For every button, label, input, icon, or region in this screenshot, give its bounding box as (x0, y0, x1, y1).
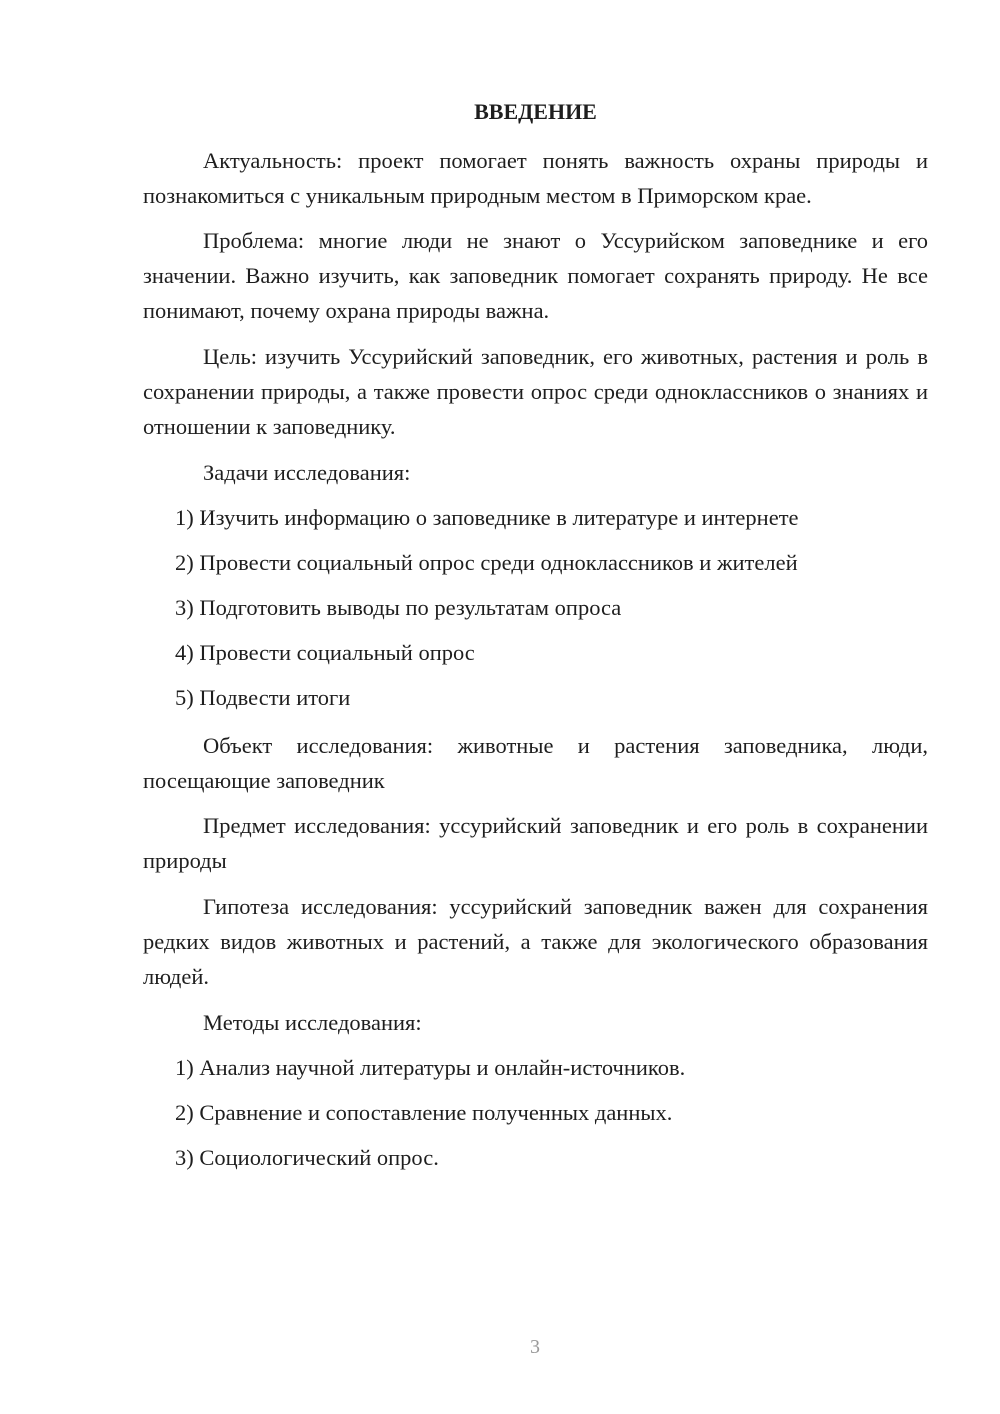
task-item: 2) Провести социальный опрос среди одноклассников и жителей (175, 550, 798, 575)
tasks-heading: Задачи исследования: (203, 460, 411, 485)
methods-heading: Методы исследования: (203, 1010, 422, 1035)
hypothesis-paragraph: Гипотеза исследования: уссурийский заповедник важен для сохранения редких видов животных и растений, а также для экологического образования людей. (143, 894, 928, 989)
relevance-paragraph: Актуальность: проект помогает понять важность охраны природы и познакомиться с уникальным природным местом в Приморском крае. (143, 148, 928, 208)
problem-paragraph: Проблема: многие люди не знают о Уссурийском заповеднике и его значении. Важно изучить, как заповедник помогает сохранять природу. Не все понимают, почему охрана природы важна. (143, 228, 928, 323)
method-item: 1) Анализ научной литературы и онлайн-источников. (175, 1055, 686, 1080)
method-item: 3) Социологический опрос. (175, 1145, 439, 1170)
page-number: 3 (530, 1336, 540, 1358)
subject-paragraph: Предмет исследования: уссурийский заповедник и его роль в сохранении природы (143, 813, 928, 873)
task-item: 4) Провести социальный опрос (175, 640, 475, 665)
section-heading: ВВЕДЕНИЕ (474, 99, 597, 124)
object-paragraph: Объект исследования: животные и растения заповедника, люди, посещающие заповедник (143, 733, 928, 793)
task-item: 1) Изучить информацию о заповеднике в литературе и интернете (175, 505, 799, 530)
method-item: 2) Сравнение и сопоставление полученных данных. (175, 1100, 673, 1125)
task-item: 5) Подвести итоги (175, 685, 351, 710)
task-item: 3) Подготовить выводы по результатам опроса (175, 595, 622, 620)
goal-paragraph: Цель: изучить Уссурийский заповедник, его животных, растения и роль в сохранении природы, а также провести опрос среди одноклассников о знаниях и отношении к заповеднику. (143, 344, 928, 439)
